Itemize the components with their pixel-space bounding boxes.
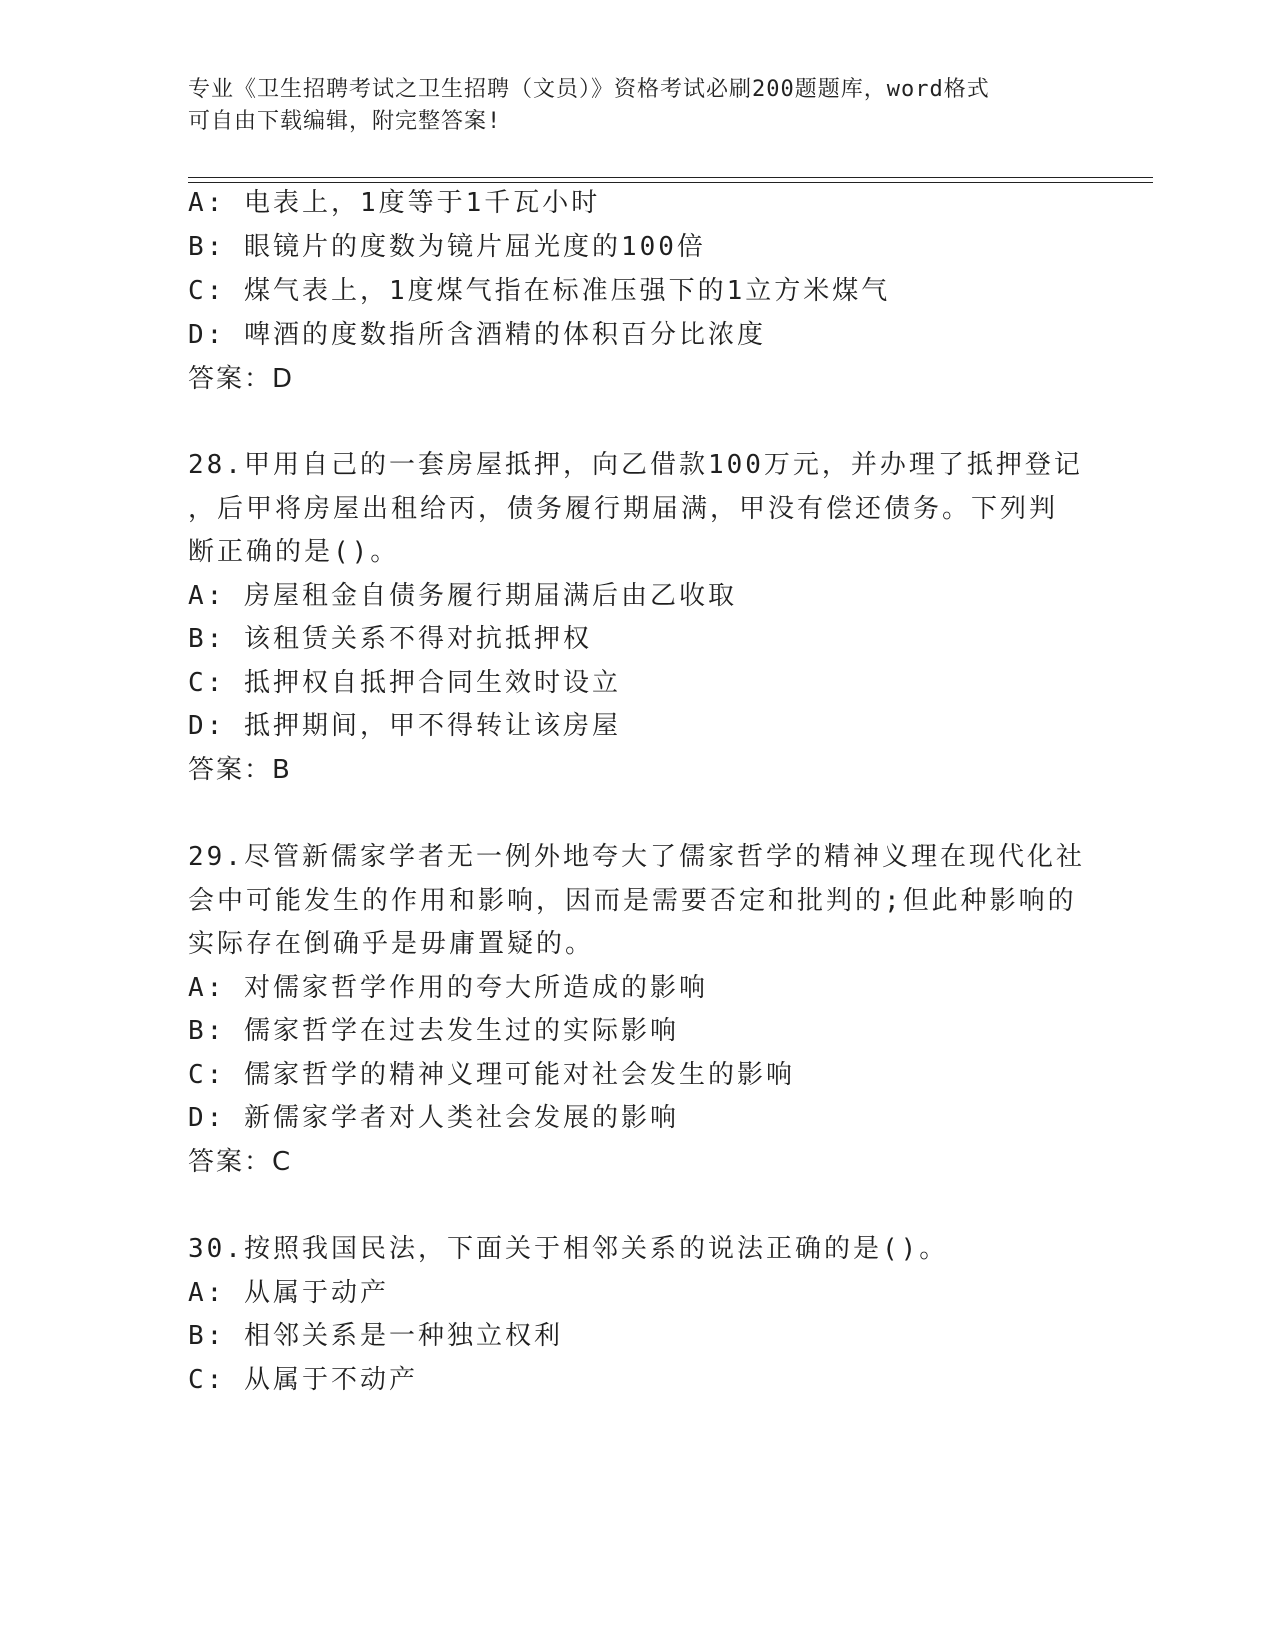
q28-stem-line-2: ，后甲将房屋出租给丙，债务履行期届满，甲没有偿还债务。下列判 bbox=[188, 494, 1059, 524]
header-divider-top bbox=[188, 177, 1153, 178]
q27-option-b: B: 眼镜片的度数为镜片屈光度的100倍 bbox=[188, 232, 706, 262]
q29-option-c: C: 儒家哲学的精神义理可能对社会发生的影响 bbox=[188, 1060, 795, 1090]
q29-stem-line-2: 会中可能发生的作用和影响，因而是需要否定和批判的;但此种影响的 bbox=[188, 886, 1077, 916]
q28-option-c: C: 抵押权自抵押合同生效时设立 bbox=[188, 668, 621, 698]
q29-option-d: D: 新儒家学者对人类社会发展的影响 bbox=[188, 1103, 679, 1133]
document-header bbox=[188, 74, 1068, 138]
q28-stem-line-1: 28.甲用自己的一套房屋抵押，向乙借款100万元，并办理了抵押登记 bbox=[188, 450, 1083, 480]
q28-option-b: B: 该租赁关系不得对抗抵押权 bbox=[188, 624, 592, 654]
q30-option-a: A: 从属于动产 bbox=[188, 1278, 389, 1308]
header-divider-bottom bbox=[188, 182, 1153, 183]
header-line-2: 可自由下载编辑，附完整答案! bbox=[188, 109, 502, 134]
q28-option-a: A: 房屋租金自债务履行期届满后由乙收取 bbox=[188, 581, 737, 611]
q28-answer: 答案：B bbox=[188, 755, 292, 785]
q27-option-a: A: 电表上，1度等于1千瓦小时 bbox=[188, 188, 601, 218]
q28-stem-line-3: 断正确的是()。 bbox=[188, 537, 400, 567]
q29-answer: 答案：C bbox=[188, 1147, 293, 1177]
q27-option-c: C: 煤气表上，1度煤气指在标准压强下的1立方米煤气 bbox=[188, 276, 891, 306]
q29-stem-line-1: 29.尽管新儒家学者无一例外地夸大了儒家哲学的精神义理在现代化社 bbox=[188, 842, 1085, 872]
q27-answer: 答案：D bbox=[188, 364, 295, 394]
q30-option-b: B: 相邻关系是一种独立权利 bbox=[188, 1321, 563, 1351]
q29-stem-line-3: 实际存在倒确乎是毋庸置疑的。 bbox=[188, 929, 595, 959]
header-line-1: 专业《卫生招聘考试之卫生招聘（文员）》资格考试必刷200题题库，word格式 bbox=[188, 77, 990, 102]
q29-option-a: A: 对儒家哲学作用的夸大所造成的影响 bbox=[188, 973, 708, 1003]
q28-option-d: D: 抵押期间，甲不得转让该房屋 bbox=[188, 711, 621, 741]
q30-option-c: C: 从属于不动产 bbox=[188, 1365, 418, 1395]
q29-option-b: B: 儒家哲学在过去发生过的实际影响 bbox=[188, 1016, 679, 1046]
q27-option-d: D: 啤酒的度数指所含酒精的体积百分比浓度 bbox=[188, 320, 766, 350]
q30-stem-line-1: 30.按照我国民法，下面关于相邻关系的说法正确的是()。 bbox=[188, 1234, 949, 1264]
